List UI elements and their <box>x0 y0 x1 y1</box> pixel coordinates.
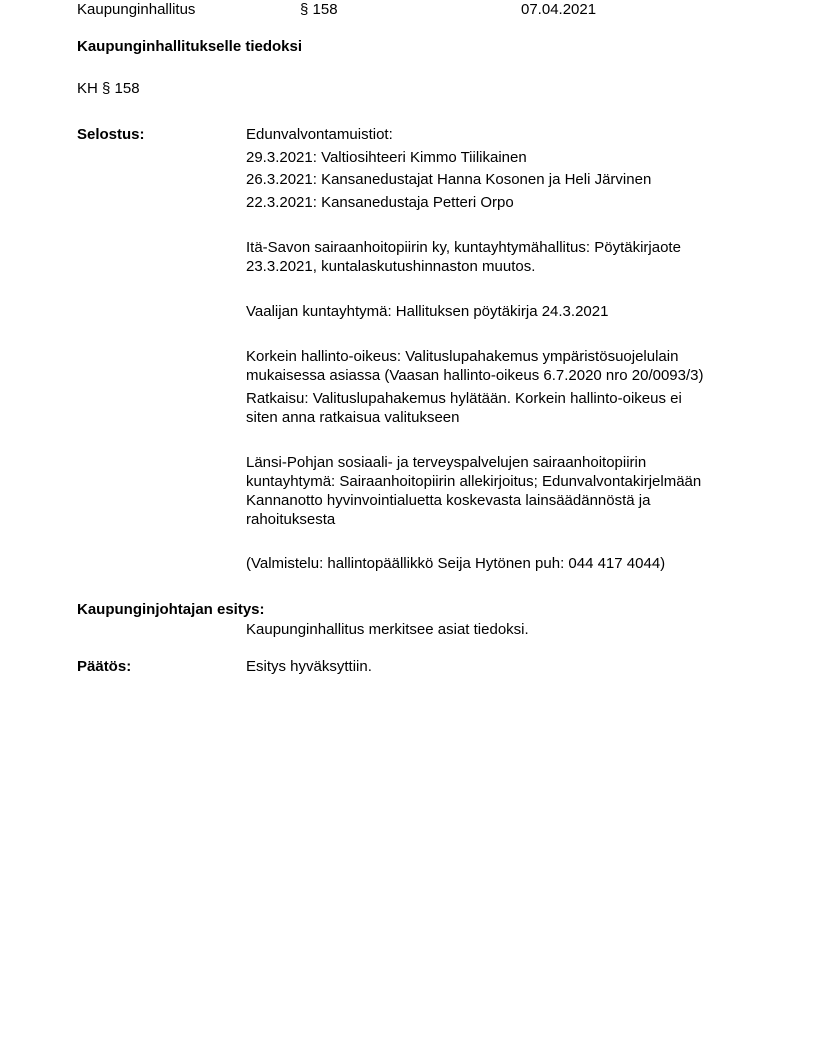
reference: KH § 158 <box>77 80 140 97</box>
memo-item: 26.3.2021: Kansanedustajat Hanna Kosonen ja Heli Järvinen <box>246 171 652 188</box>
lansi-pohja-line: Länsi-Pohjan sosiaali- ja terveyspalvelujen sairaanhoitopiirin <box>246 454 647 471</box>
memos-heading: Edunvalvontamuistiot: <box>246 126 393 143</box>
page-title: Kaupunginhallitukselle tiedoksi <box>77 38 303 55</box>
kho-line: Korkein hallinto-oikeus: Valituslupahakemus ympäristösuojelulain <box>246 348 679 365</box>
memo-item: 22.3.2021: Kansanedustaja Petteri Orpo <box>246 194 514 211</box>
ita-savo-line: 23.3.2021, kuntalaskutushinnaston muutos. <box>246 258 536 275</box>
esitys-text: Kaupunginhallitus merkitsee asiat tiedoksi. <box>246 621 529 638</box>
ita-savo-line: Itä-Savon sairaanhoitopiirin ky, kuntayhtymähallitus: Pöytäkirjaote <box>246 239 681 256</box>
header-date: 07.04.2021 <box>521 1 597 18</box>
kho-line: mukaisessa asiassa (Vaasan hallinto-oikeus 6.7.2020 nro 20/0093/3) <box>246 367 704 384</box>
lansi-pohja-line: Kannanotto hyvinvointialuetta koskevasta lainsäädännöstä ja <box>246 492 651 509</box>
memo-item: 29.3.2021: Valtiosihteeri Kimmo Tiilikainen <box>246 149 527 166</box>
lansi-pohja-line: kuntayhtymä: Sairaanhoitopiirin allekirjoitus; Edunvalvontakirjelmään <box>246 473 702 490</box>
paatos-text: Esitys hyväksyttiin. <box>246 658 372 675</box>
paatos-label: Päätös: <box>77 658 132 675</box>
header-organ: Kaupunginhallitus <box>77 1 196 18</box>
lansi-pohja-line: rahoituksesta <box>246 511 336 528</box>
ratkaisu-line: siten anna ratkaisua valitukseen <box>246 409 460 426</box>
esitys-label: Kaupunginjohtajan esitys: <box>77 601 265 618</box>
selostus-label: Selostus: <box>77 126 145 143</box>
valmistelu-line: (Valmistelu: hallintopäällikkö Seija Hytönen puh: 044 417 4044) <box>246 555 666 572</box>
vaalijan-line: Vaalijan kuntayhtymä: Hallituksen pöytäkirja 24.3.2021 <box>246 303 609 320</box>
header-section: § 158 <box>300 1 338 18</box>
ratkaisu-line: Ratkaisu: Valituslupahakemus hylätään. Korkein hallinto-oikeus ei <box>246 390 682 407</box>
